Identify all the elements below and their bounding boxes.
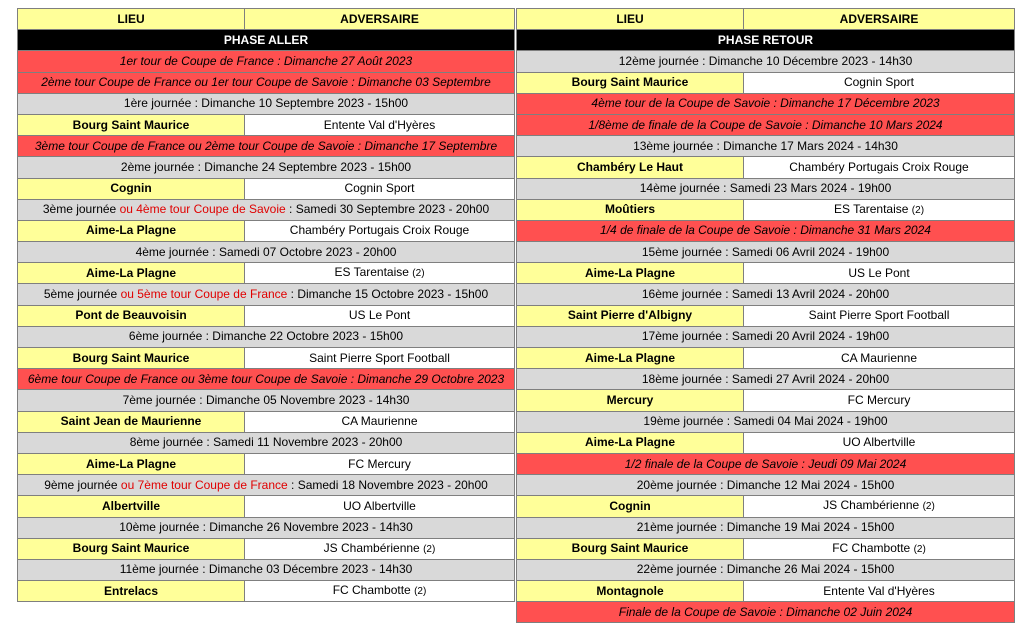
match-row	[18, 581, 515, 602]
matchday-row	[517, 326, 1015, 347]
match-adversaire: CA Maurienne	[245, 411, 515, 432]
match-row	[517, 72, 1015, 93]
cup-row	[18, 369, 515, 390]
matchday-date: : Samedi 30 Septembre 2023 - 20h00	[285, 202, 490, 217]
matchday-row	[517, 475, 1015, 496]
matchday-text: 14ème journée : Samedi 23 Mars 2024 - 19h00	[517, 178, 1015, 199]
cup-text: 1/2 finale de la Coupe de Savoie : Jeudi 09 Mai 2024	[517, 453, 1015, 474]
cup-alternative: ou 7ème tour Coupe de France	[117, 477, 288, 492]
match-adversaire: US Le Pont	[744, 263, 1015, 284]
matchday-text: 20ème journée : Dimanche 12 Mai 2024 - 15h00	[517, 475, 1015, 496]
match-adversaire: ES Tarentaise	[334, 265, 409, 280]
matchday-cell	[18, 475, 515, 496]
match-lieu: Bourg Saint Maurice	[517, 538, 744, 559]
cup-row	[18, 136, 515, 157]
match-row	[18, 305, 515, 326]
matchday-row	[18, 284, 515, 305]
match-row	[517, 581, 1015, 602]
cup-text: 3ème tour Coupe de France ou 2ème tour Coupe de Savoie : Dimanche 17 Septembre	[18, 136, 515, 157]
matchday-row	[18, 242, 515, 263]
match-row	[517, 199, 1015, 220]
matchday-row	[517, 411, 1015, 432]
header-row	[18, 9, 515, 30]
match-lieu: Bourg Saint Maurice	[18, 114, 245, 135]
matchday-cell	[18, 199, 515, 220]
cup-row	[18, 51, 515, 72]
match-adversaire: CA Maurienne	[744, 348, 1015, 369]
cup-text: 1/4 de finale de la Coupe de Savoie : Dimanche 31 Mars 2024	[517, 220, 1015, 241]
matchday-row	[18, 157, 515, 178]
matchday-row	[517, 284, 1015, 305]
match-adversaire: JS Chambérienne	[823, 498, 920, 513]
matchday-row	[18, 559, 515, 580]
match-adversaire-cell	[245, 538, 515, 559]
match-lieu: Aime-La Plagne	[517, 263, 744, 284]
match-lieu: Chambéry Le Haut	[517, 157, 744, 178]
cup-row	[517, 602, 1015, 623]
match-row	[18, 453, 515, 474]
matchday-row	[18, 475, 515, 496]
matchday-text: 21ème journée : Dimanche 19 Mai 2024 - 15h00	[517, 517, 1015, 538]
matchday-cell	[18, 284, 515, 305]
matchday-text: 12ème journée : Dimanche 10 Décembre 2023 - 14h30	[517, 51, 1015, 72]
header-adversaire: ADVERSAIRE	[245, 9, 515, 30]
matchday-row	[18, 432, 515, 453]
match-adversaire: ES Tarentaise	[833, 201, 909, 216]
cup-text: 1er tour de Coupe de France : Dimanche 27 Août 2023	[18, 51, 515, 72]
phase-title-row	[517, 30, 1015, 51]
match-adversaire: FC Chambotte	[832, 540, 911, 555]
cup-text: 2ème tour Coupe de France ou 1er tour Coupe de Savoie : Dimanche 03 Septembre	[18, 72, 515, 93]
matchday-text: 15ème journée : Samedi 06 Avril 2024 - 19h00	[517, 242, 1015, 263]
match-row	[517, 348, 1015, 369]
matchday-text: 22ème journée : Dimanche 26 Mai 2024 - 15h00	[517, 559, 1015, 580]
matchday-text: 7ème journée : Dimanche 05 Novembre 2023 - 14h30	[18, 390, 515, 411]
match-adversaire: Chambéry Portugais Croix Rouge	[245, 220, 515, 241]
match-lieu: Bourg Saint Maurice	[517, 72, 744, 93]
match-lieu: Entrelacs	[18, 581, 245, 602]
matchday-text: 8ème journée : Samedi 11 Novembre 2023 - 20h00	[18, 432, 515, 453]
match-row	[517, 538, 1015, 559]
cup-row	[18, 72, 515, 93]
match-lieu: Aime-La Plagne	[517, 432, 744, 453]
footnote-marker: (2)	[412, 268, 425, 280]
match-row	[18, 496, 515, 517]
matchday-date: : Dimanche 15 Octobre 2023 - 15h00	[287, 287, 489, 302]
match-lieu: Aime-La Plagne	[18, 453, 245, 474]
cup-alternative: ou 4ème tour Coupe de Savoie	[116, 202, 286, 217]
match-adversaire-cell	[744, 538, 1015, 559]
matchday-row	[18, 93, 515, 114]
matchday-text: 11ème journée : Dimanche 03 Décembre 2023 - 14h30	[18, 559, 515, 580]
matchday-row	[517, 369, 1015, 390]
matchday-text: 13ème journée : Dimanche 17 Mars 2024 - 14h30	[517, 136, 1015, 157]
matchday-text: 2ème journée : Dimanche 24 Septembre 2023 - 15h00	[18, 157, 515, 178]
matchday-text: 6ème journée : Dimanche 22 Octobre 2023 - 15h00	[18, 326, 515, 347]
match-adversaire-cell	[744, 199, 1015, 220]
phase-title-row	[18, 30, 515, 51]
match-adversaire: US Le Pont	[245, 305, 515, 326]
match-adversaire: UO Albertville	[744, 432, 1015, 453]
matchday-text: 1ère journée : Dimanche 10 Septembre 2023 - 15h00	[18, 93, 515, 114]
match-lieu: Aime-La Plagne	[517, 348, 744, 369]
cup-row	[517, 114, 1015, 135]
phase-retour-title: PHASE RETOUR	[517, 30, 1015, 51]
matchday-text: 19ème journée : Samedi 04 Mai 2024 - 19h00	[517, 411, 1015, 432]
match-lieu: Cognin	[517, 496, 744, 517]
matchday-part: 9ème journée	[44, 477, 118, 492]
match-lieu: Saint Jean de Maurienne	[18, 411, 245, 432]
match-lieu: Cognin	[18, 178, 245, 199]
match-adversaire-cell	[245, 263, 515, 284]
footnote-marker: (2)	[913, 543, 926, 555]
matchday-row	[18, 326, 515, 347]
phase-aller-table	[17, 8, 515, 602]
footnote-marker: (2)	[423, 543, 436, 555]
footnote-marker: (2)	[922, 501, 935, 513]
match-row	[18, 538, 515, 559]
match-adversaire: Chambéry Portugais Croix Rouge	[744, 157, 1015, 178]
matchday-row	[517, 178, 1015, 199]
footnote-marker: (2)	[414, 586, 427, 598]
matchday-row	[517, 517, 1015, 538]
match-row	[517, 390, 1015, 411]
matchday-part: 3ème journée	[42, 202, 117, 217]
cup-text: 1/8ème de finale de la Coupe de Savoie : Dimanche 10 Mars 2024	[517, 114, 1015, 135]
match-row	[517, 432, 1015, 453]
match-lieu: Albertville	[18, 496, 245, 517]
matchday-row	[18, 390, 515, 411]
matchday-text: 16ème journée : Samedi 13 Avril 2024 - 20h00	[517, 284, 1015, 305]
match-lieu: Bourg Saint Maurice	[18, 348, 245, 369]
match-row	[18, 411, 515, 432]
match-adversaire: Cognin Sport	[245, 178, 515, 199]
matchday-row	[517, 559, 1015, 580]
match-lieu: Bourg Saint Maurice	[18, 538, 245, 559]
match-lieu: Mercury	[517, 390, 744, 411]
cup-row	[517, 93, 1015, 114]
match-lieu: Moûtiers	[517, 199, 744, 220]
matchday-row	[517, 242, 1015, 263]
match-adversaire: Entente Val d'Hyères	[245, 114, 515, 135]
match-lieu: Montagnole	[517, 581, 744, 602]
cup-alternative: ou 5ème tour Coupe de France	[117, 287, 288, 302]
match-row	[18, 114, 515, 135]
match-row	[517, 496, 1015, 517]
match-row	[517, 263, 1015, 284]
match-adversaire: UO Albertville	[245, 496, 515, 517]
phase-aller-title: PHASE ALLER	[18, 30, 515, 51]
match-adversaire: Cognin Sport	[744, 72, 1015, 93]
matchday-row	[517, 51, 1015, 72]
match-lieu: Pont de Beauvoisin	[18, 305, 245, 326]
cup-row	[517, 453, 1015, 474]
matchday-text: 10ème journée : Dimanche 26 Novembre 2023 - 14h30	[18, 517, 515, 538]
match-adversaire: FC Mercury	[245, 453, 515, 474]
header-row	[517, 9, 1015, 30]
matchday-text: 4ème journée : Samedi 07 Octobre 2023 - 20h00	[18, 242, 515, 263]
header-lieu: LIEU	[517, 9, 744, 30]
match-row	[517, 305, 1015, 326]
footnote-marker: (2)	[911, 204, 925, 216]
cup-row	[517, 220, 1015, 241]
match-lieu: Aime-La Plagne	[18, 263, 245, 284]
cup-text: Finale de la Coupe de Savoie : Dimanche 02 Juin 2024	[517, 602, 1015, 623]
matchday-row	[18, 199, 515, 220]
matchday-text: 17ème journée : Samedi 20 Avril 2024 - 19h00	[517, 326, 1015, 347]
match-row	[517, 157, 1015, 178]
match-adversaire: FC Chambotte	[332, 583, 411, 598]
match-adversaire: Saint Pierre Sport Football	[245, 348, 515, 369]
match-adversaire: JS Chambérienne	[323, 540, 420, 555]
matchday-part: 5ème journée	[43, 287, 118, 302]
match-row	[18, 263, 515, 284]
match-adversaire: Entente Val d'Hyères	[744, 581, 1015, 602]
header-lieu: LIEU	[18, 9, 245, 30]
matchday-date: : Samedi 18 Novembre 2023 - 20h00	[287, 477, 488, 492]
match-row	[18, 178, 515, 199]
match-adversaire-cell	[744, 496, 1015, 517]
match-lieu: Saint Pierre d'Albigny	[517, 305, 744, 326]
phase-retour-table	[516, 8, 1015, 623]
match-row	[18, 220, 515, 241]
match-adversaire: FC Mercury	[744, 390, 1015, 411]
matchday-row	[18, 517, 515, 538]
header-adversaire: ADVERSAIRE	[744, 9, 1015, 30]
match-lieu: Aime-La Plagne	[18, 220, 245, 241]
match-adversaire: Saint Pierre Sport Football	[744, 305, 1015, 326]
cup-text: 6ème tour Coupe de France ou 3ème tour Coupe de Savoie : Dimanche 29 Octobre 2023	[18, 369, 515, 390]
cup-text: 4ème tour de la Coupe de Savoie : Dimanche 17 Décembre 2023	[517, 93, 1015, 114]
match-adversaire-cell	[245, 581, 515, 602]
match-row	[18, 348, 515, 369]
matchday-row	[517, 136, 1015, 157]
matchday-text: 18ème journée : Samedi 27 Avril 2024 - 20h00	[517, 369, 1015, 390]
